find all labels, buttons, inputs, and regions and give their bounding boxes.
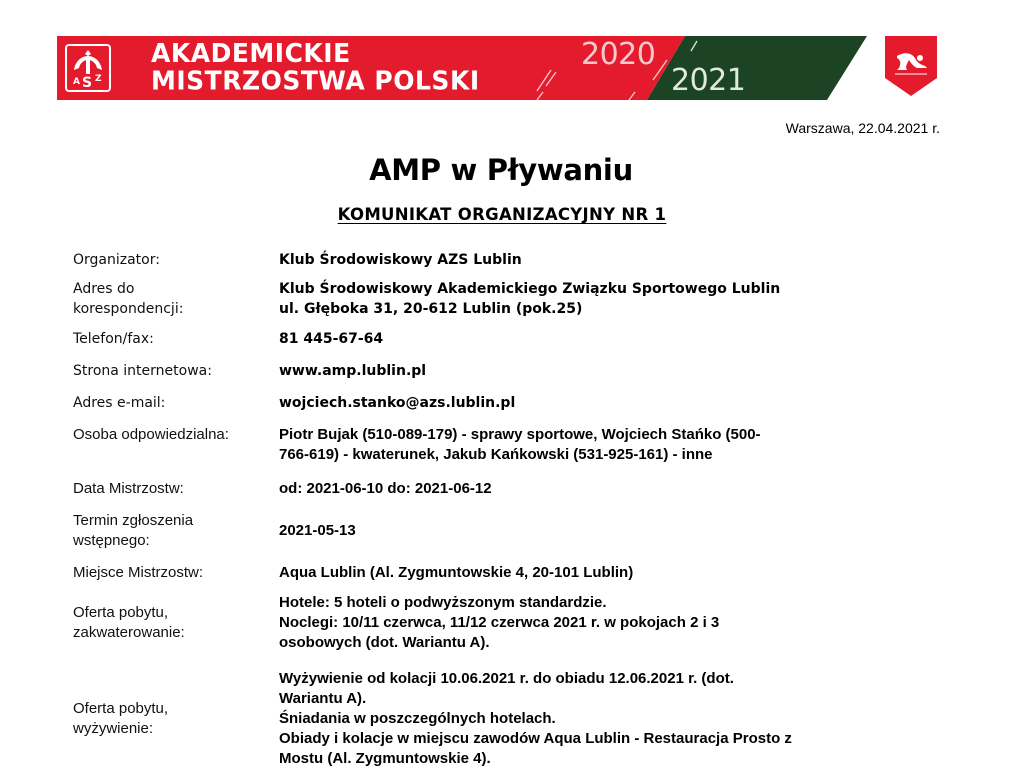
row-responsible bbox=[73, 423, 943, 467]
deadline-value: 2021-05-13 bbox=[279, 522, 356, 539]
organizer-label: Organizator: bbox=[73, 252, 160, 268]
venue-label: Miejsce Mistrzostw: bbox=[73, 564, 204, 581]
banner-year-from: 2020 bbox=[581, 37, 656, 72]
row-dates bbox=[73, 477, 943, 501]
accommodation-value-line3: osobowych (dot. Wariantu A). bbox=[279, 634, 490, 651]
email-label: Adres e-mail: bbox=[73, 395, 166, 411]
dates-value: od: 2021-06-10 do: 2021-06-12 bbox=[279, 480, 492, 497]
website-label: Strona internetowa: bbox=[73, 363, 212, 379]
swimming-shield-icon bbox=[883, 36, 939, 96]
address-label-line2: korespondencji: bbox=[73, 301, 184, 317]
svg-text:A: A bbox=[73, 77, 80, 87]
venue-value: Aqua Lublin (Al. Zygmuntowskie 4, 20-101 Lublin) bbox=[279, 564, 634, 581]
accommodation-value bbox=[279, 593, 943, 653]
row-organizer bbox=[73, 248, 943, 274]
website-value: www.amp.lublin.pl bbox=[279, 363, 427, 379]
meals-label-line2: wyżywienie: bbox=[73, 720, 154, 737]
accommodation-label-line1: Oferta pobytu, bbox=[73, 604, 169, 621]
meals-value-line3: Śniadania w poszczególnych hotelach. bbox=[279, 710, 556, 727]
banner-title bbox=[151, 39, 480, 94]
phone-value: 81 445-67-64 bbox=[279, 331, 384, 347]
accommodation-value-line1: Hotele: 5 hoteli o podwyższonym standardzie. bbox=[279, 594, 607, 611]
phone-label: Telefon/fax: bbox=[73, 331, 154, 347]
event-banner bbox=[57, 36, 939, 100]
meals-value bbox=[279, 669, 943, 769]
accommodation-label bbox=[73, 603, 279, 643]
row-email bbox=[73, 391, 943, 415]
svg-text:S: S bbox=[82, 75, 93, 91]
row-website bbox=[73, 359, 943, 383]
address-label bbox=[73, 279, 279, 319]
dates-label: Data Mistrzostw: bbox=[73, 480, 184, 497]
meals-label-line1: Oferta pobytu, bbox=[73, 700, 169, 717]
address-value-line1: Klub Środowiskowy Akademickiego Związku Sportowego Lublin bbox=[279, 281, 781, 297]
meals-value-line5: Mostu (Al. Zygmuntowskie 4). bbox=[279, 750, 491, 767]
organizer-value: Klub Środowiskowy AZS Lublin bbox=[279, 252, 522, 268]
place-and-date: Warszawa, 22.04.2021 r. bbox=[785, 120, 940, 136]
accommodation-value-line2: Noclegi: 10/11 czerwca, 11/12 czerwca 2021 r. w pokojach 2 i 3 bbox=[279, 614, 720, 631]
banner-title-line2: MISTRZOSTWA POLSKI bbox=[151, 65, 480, 96]
deadline-label bbox=[73, 511, 279, 551]
meals-label bbox=[73, 699, 279, 739]
azs-logo-icon bbox=[65, 44, 111, 92]
row-phone bbox=[73, 327, 943, 351]
document-title: AMP w Pływaniu bbox=[369, 153, 633, 187]
accommodation-label-line2: zakwaterowanie: bbox=[73, 624, 185, 641]
responsible-value-line2: 766-619) - kwaterunek, Jakub Kańkowski (531-925-161) - inne bbox=[279, 446, 713, 463]
row-meals bbox=[73, 667, 943, 771]
address-value-line2: ul. Głęboka 31, 20-612 Lublin (pok.25) bbox=[279, 301, 583, 317]
banner-year-to: 2021 bbox=[671, 63, 746, 98]
address-label-line1: Adres do bbox=[73, 281, 135, 297]
responsible-label: Osoba odpowiedzialna: bbox=[73, 426, 229, 443]
deadline-label-line1: Termin zgłoszenia bbox=[73, 512, 194, 529]
meals-value-line1: Wyżywienie od kolacji 10.06.2021 r. do obiadu 12.06.2021 r. (dot. bbox=[279, 670, 734, 687]
info-table bbox=[73, 248, 943, 771]
meals-value-line4: Obiady i kolacje w miejscu zawodów Aqua Lublin - Restauracja Prosto z bbox=[279, 730, 792, 747]
row-address bbox=[73, 277, 943, 321]
banner-title-line1: AKADEMICKIE bbox=[151, 38, 351, 69]
row-venue bbox=[73, 561, 943, 585]
address-value bbox=[279, 279, 943, 319]
deadline-label-line2: wstępnego: bbox=[73, 532, 150, 549]
row-deadline bbox=[73, 509, 943, 553]
meals-value-line2: Wariantu A). bbox=[279, 690, 367, 707]
responsible-value-line1: Piotr Bujak (510-089-179) - sprawy sportowe, Wojciech Stańko (500- bbox=[279, 426, 761, 443]
svg-text:Z: Z bbox=[95, 74, 102, 84]
email-value: wojciech.stanko@azs.lublin.pl bbox=[279, 395, 516, 411]
document-subtitle: KOMUNIKAT ORGANIZACYJNY NR 1 bbox=[337, 205, 667, 224]
row-accommodation bbox=[73, 591, 943, 655]
responsible-value bbox=[279, 425, 943, 465]
